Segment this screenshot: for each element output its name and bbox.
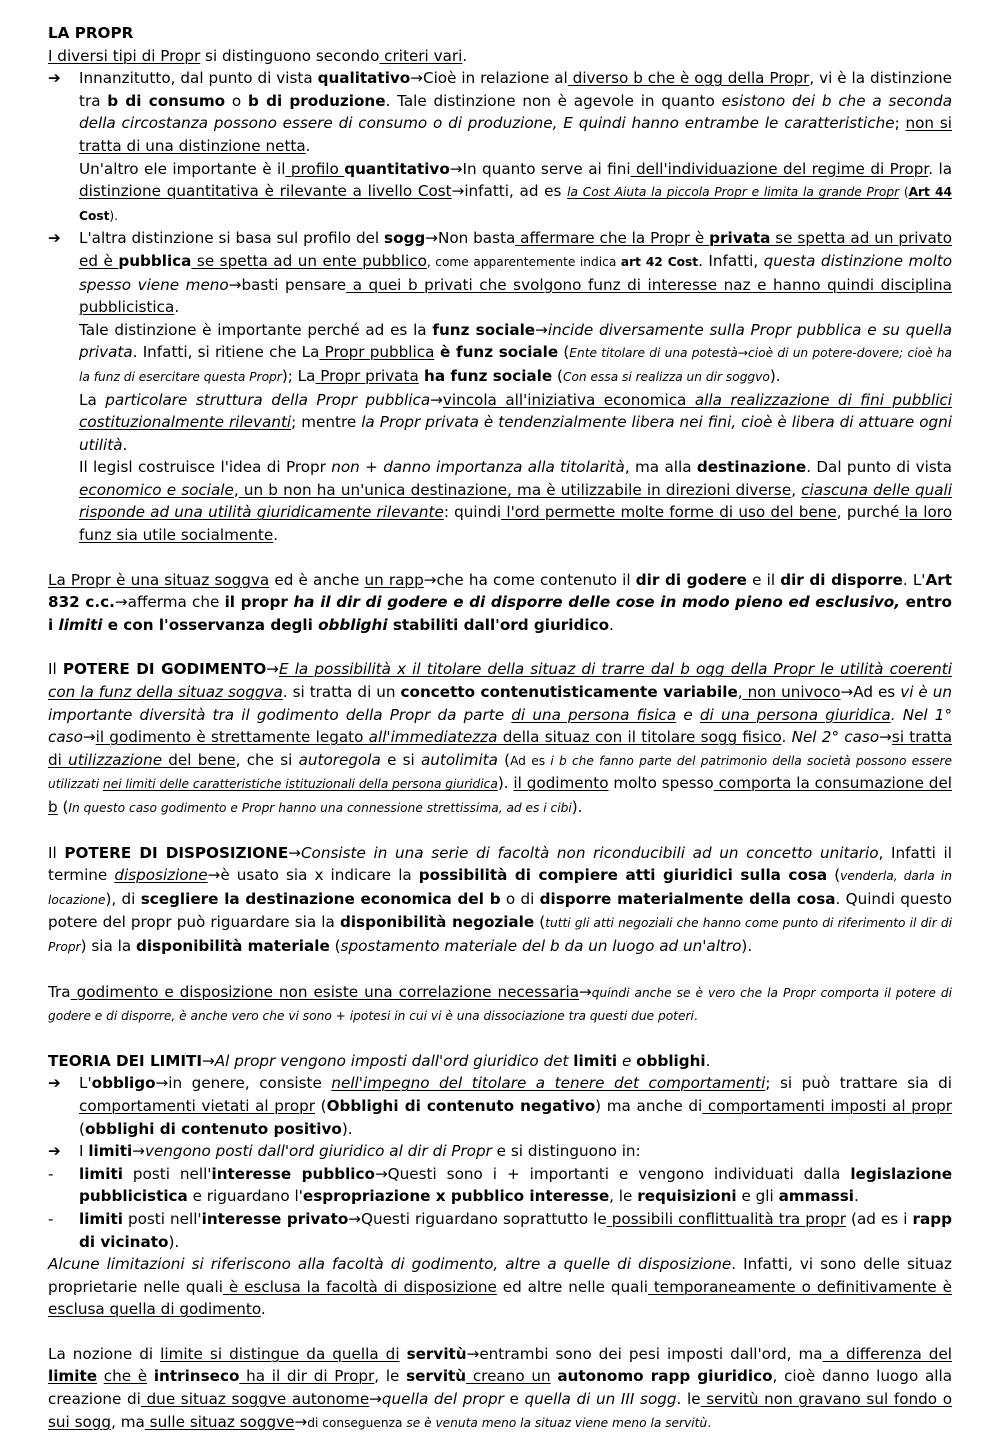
struttura-paragraph: La particolare struttura della Propr pubblica→vincola all'iniziativa economica alla realizzazione di fini pubblici costituzionalmente rilevanti; mentre la Propr privata è tendenzialmente libera nei fini, cioè è libera di attuare ogni utilità. [79, 390, 953, 454]
arrow-bullet-icon: ➔ [48, 1074, 61, 1093]
funz-sociale-paragraph: Tale distinzione è importante perché ad es la funz sociale→incide diversamente sulla Propr pubblica e su quella privata. Infatti, si ritiene che La Propr pubblica è funz sociale (Ente titolare di una potestà→cioè di un potere-dovere; cioè ha la funz di esercitare questa Propr); La Propr privata ha funz sociale (Con essa si realizza un dir soggvo). [79, 320, 953, 385]
arrow-bullet-icon: ➔ [48, 69, 61, 88]
situaz-soggva-paragraph: La Propr è una situaz soggva ed è anche un rapp→che ha come contenuto il dir di godere e il dir di disporre. L'Art 832 c.c.→afferma che il propr ha il dir di godere e di disporre delle cose in modo pieno ed esclusivo, entro i limiti e con l'osservanza degli obblighi stabiliti dall'ord giuridico. [48, 570, 952, 634]
dash-bullet-icon: - [48, 1209, 54, 1228]
list-item-sogg: ➔ L'altra distinzione si basa sul profilo del sogg→Non basta affermare che la Propr è privata se spetta ad un privato ed è pubblica se spetta ad un ente pubblico, come apparentemente indica art 42 Cost. Infatti, questa distinzione molto spesso viene meno→basti pensare a quei b privati che svolgono funz di interesse naz e hanno quindi disciplina pubblicistica. Tale distinzione è importante perché ad es la funz sociale→incide diversamente sulla Propr pubblica e su quella privata. Infatti, si ritiene che La Propr pubblica è funz sociale (Ente titolare di una potestà→cioè di un potere-dovere; cioè ha la funz di esercitare questa Propr); La Propr privata ha funz sociale (Con essa si realizza un dir soggvo). La particolare struttura della Propr pubblica→vincola all'iniziativa economica alla realizzazione di fini pubblici costituzionalmente rilevanti; mentre la Propr privata è tendenzialmente libera nei fini, cioè è libera di attuare ogni utilità. Il legisl costruisce l'idea di Propr non + danno importanza alla titolarità, ma alla destinazione. Dal punto di vista economico e sociale, un b non ha un'unica destinazione, ma è utilizzabile in direzioni diverse, ciascuna delle quali risponde ad una utilità giuridicamente rilevante: quindi l'ord permette molte forme di uso del bene, purché la loro funz sia utile socialmente. [48, 227, 952, 546]
legisl-paragraph: Il legisl costruisce l'idea di Propr non + danno importanza alla titolarità, ma alla destinazione. Dal punto di vista economico e sociale, un b non ha un'unica destinazione, ma è utilizzabile in direzioni diverse, ciascuna delle quali risponde ad una utilità giuridicamente rilevante: quindi l'ord permette molte forme di uso del bene, purché la loro funz sia utile socialmente. [79, 458, 952, 545]
list-item-limiti-pubblico: - limiti posti nell'interesse pubblico→Questi sono i + importanti e vengono individuati dalla legislazione pubblicistica e riguardano l'espropriazione x pubblico interesse, le requisizioni e gli ammassi. [48, 1164, 952, 1206]
correlazione-paragraph: Tra godimento e disposizione non esiste una correlazione necessaria→quindi anche se è vero che la Propr comporta il potere di godere e di disporre, è anche vero che vi sono + ipotesi in cui vi è una dissociazione tra questi due poteri. [48, 982, 952, 1024]
limitazioni-paragraph: Alcune limitazioni si riferiscono alla facoltà di godimento, altre a quelle di disposizione. Infatti, vi sono delle situaz proprietarie nelle quali è esclusa la facoltà di disposizione ed altre nelle quali temporaneamente o definitivamente è esclusa quella di godimento. [48, 1255, 953, 1319]
potere-disposizione-paragraph: Il POTERE DI DISPOSIZIONE→Consiste in una serie di facoltà non riconducibili ad un concetto unitario, Infatti il termine disposizione→è usato sia x indicare la possibilità di compiere atti giuridici sulla cosa (venderla, darla in locazione), di scegliere la destinazione economica del b o di disporre materialmente della cosa. Quindi questo potere del propr può riguardare sia la disponibilità negoziale (tutti gli atti negoziali che hanno come punto di riferimento il dir di Propr) sia la disponibilità materiale (spostamento materiale del b da un luogo ad un'altro). [48, 843, 953, 955]
list-item-qualitativo: ➔ Innanzitutto, dal punto di vista qualitativo→Cioè in relazione al diverso b che è ogg della Propr, vi è la distinzione tra b di consumo o b di produzione. Tale distinzione non è agevole in quanto esistono dei b che a seconda della circostanza possono essere di consumo o di produzione, E quindi hanno entrambe le caratteristiche; non si tratta di una distinzione netta. Un'altro ele importante è il profilo quantitativo→In quanto serve ai fini dell'individuazione del regime di Propr. la distinzione quantitativa è rilevante a livello Cost→infatti, ad es la Cost Aiuta la piccola Propr e limita la grande Propr (Art 44 Cost). [48, 67, 952, 227]
list-item-obbligo: ➔ L'obbligo→in genere, consiste nell'impegno del titolare a tenere det comportamenti; si può trattare sia di comportamenti vietati al propr (Obblighi di contenuto negativo) ma anche di comportamenti imposti al propr (obblighi di contenuto positivo). [48, 1074, 953, 1138]
potere-godimento-paragraph: Il POTERE DI GODIMENTO→E la possibilità x il titolare della situaz di trarre dal b ogg della Propr le utilità coerenti con la funz della situaz soggva. si tratta di un concetto contenutisticamente variabile, non univoco→Ad es vi è un importante diversità tra il godimento della Propr da parte di una persona fisica e di una persona giuridica. Nel 1° caso→il godimento è strettamente legato all'immediatezza della situaz con il titolare sogg fisico. Nel 2° caso→si tratta di utilizzazione del bene, che si autoregola e si autolimita (Ad es i b che fanno parte del patrimonio della società possono essere utilizzati nei limiti delle caratteristiche istituzionali della persona giuridica). il godimento molto spesso comporta la consumazione del b (In questo caso godimento e Propr hanno una connessione strettissima, ad es i cibi). [48, 660, 953, 816]
list-item-limiti: ➔ I limiti→vengono posti dall'ord giuridico al dir di Propr e si distinguono in: [48, 1140, 952, 1163]
servitu-paragraph: La nozione di limite si distingue da quella di servitù→entrambi sono dei pesi imposti dall'ord, ma a differenza del limite che è intrinseco ha il dir di Propr, le servitù creano un autonomo rapp giuridico, cioè danno luogo alla creazione di due situaz soggve autonome→quella del propr e quella di un III sogg. le servitù non gravano sul fondo o sui sogg, ma sulle situaz soggve→di conseguenza se è venuta meno la situaz viene meno la servitù. [48, 1344, 953, 1431]
list-item-limiti-privato: - limiti posti nell'interesse privato→Questi riguardano soprattutto le possibili conflittualità tra propr (ad es i rapp di vicinato). [48, 1209, 952, 1251]
dash-bullet-icon: - [48, 1164, 54, 1183]
page-title: LA PROPR [48, 24, 134, 42]
arrow-bullet-icon: ➔ [48, 229, 61, 248]
arrow-bullet-icon: ➔ [48, 1142, 61, 1161]
intro-paragraph: I diversi tipi di Propr si distinguono secondo criteri vari. [48, 46, 468, 65]
quantitativo-paragraph: Un'altro ele importante è il profilo quantitativo→In quanto serve ai fini dell'individuazione del regime di Propr. la distinzione quantitativa è rilevante a livello Cost→infatti, ad es la Cost Aiuta la piccola Propr e limita la grande Propr (Art 44 Cost). [79, 159, 953, 223]
teoria-limiti-heading: TEORIA DEI LIMITI→Al propr vengono imposti dall'ord giuridico det limiti e obblighi. [48, 1051, 711, 1070]
